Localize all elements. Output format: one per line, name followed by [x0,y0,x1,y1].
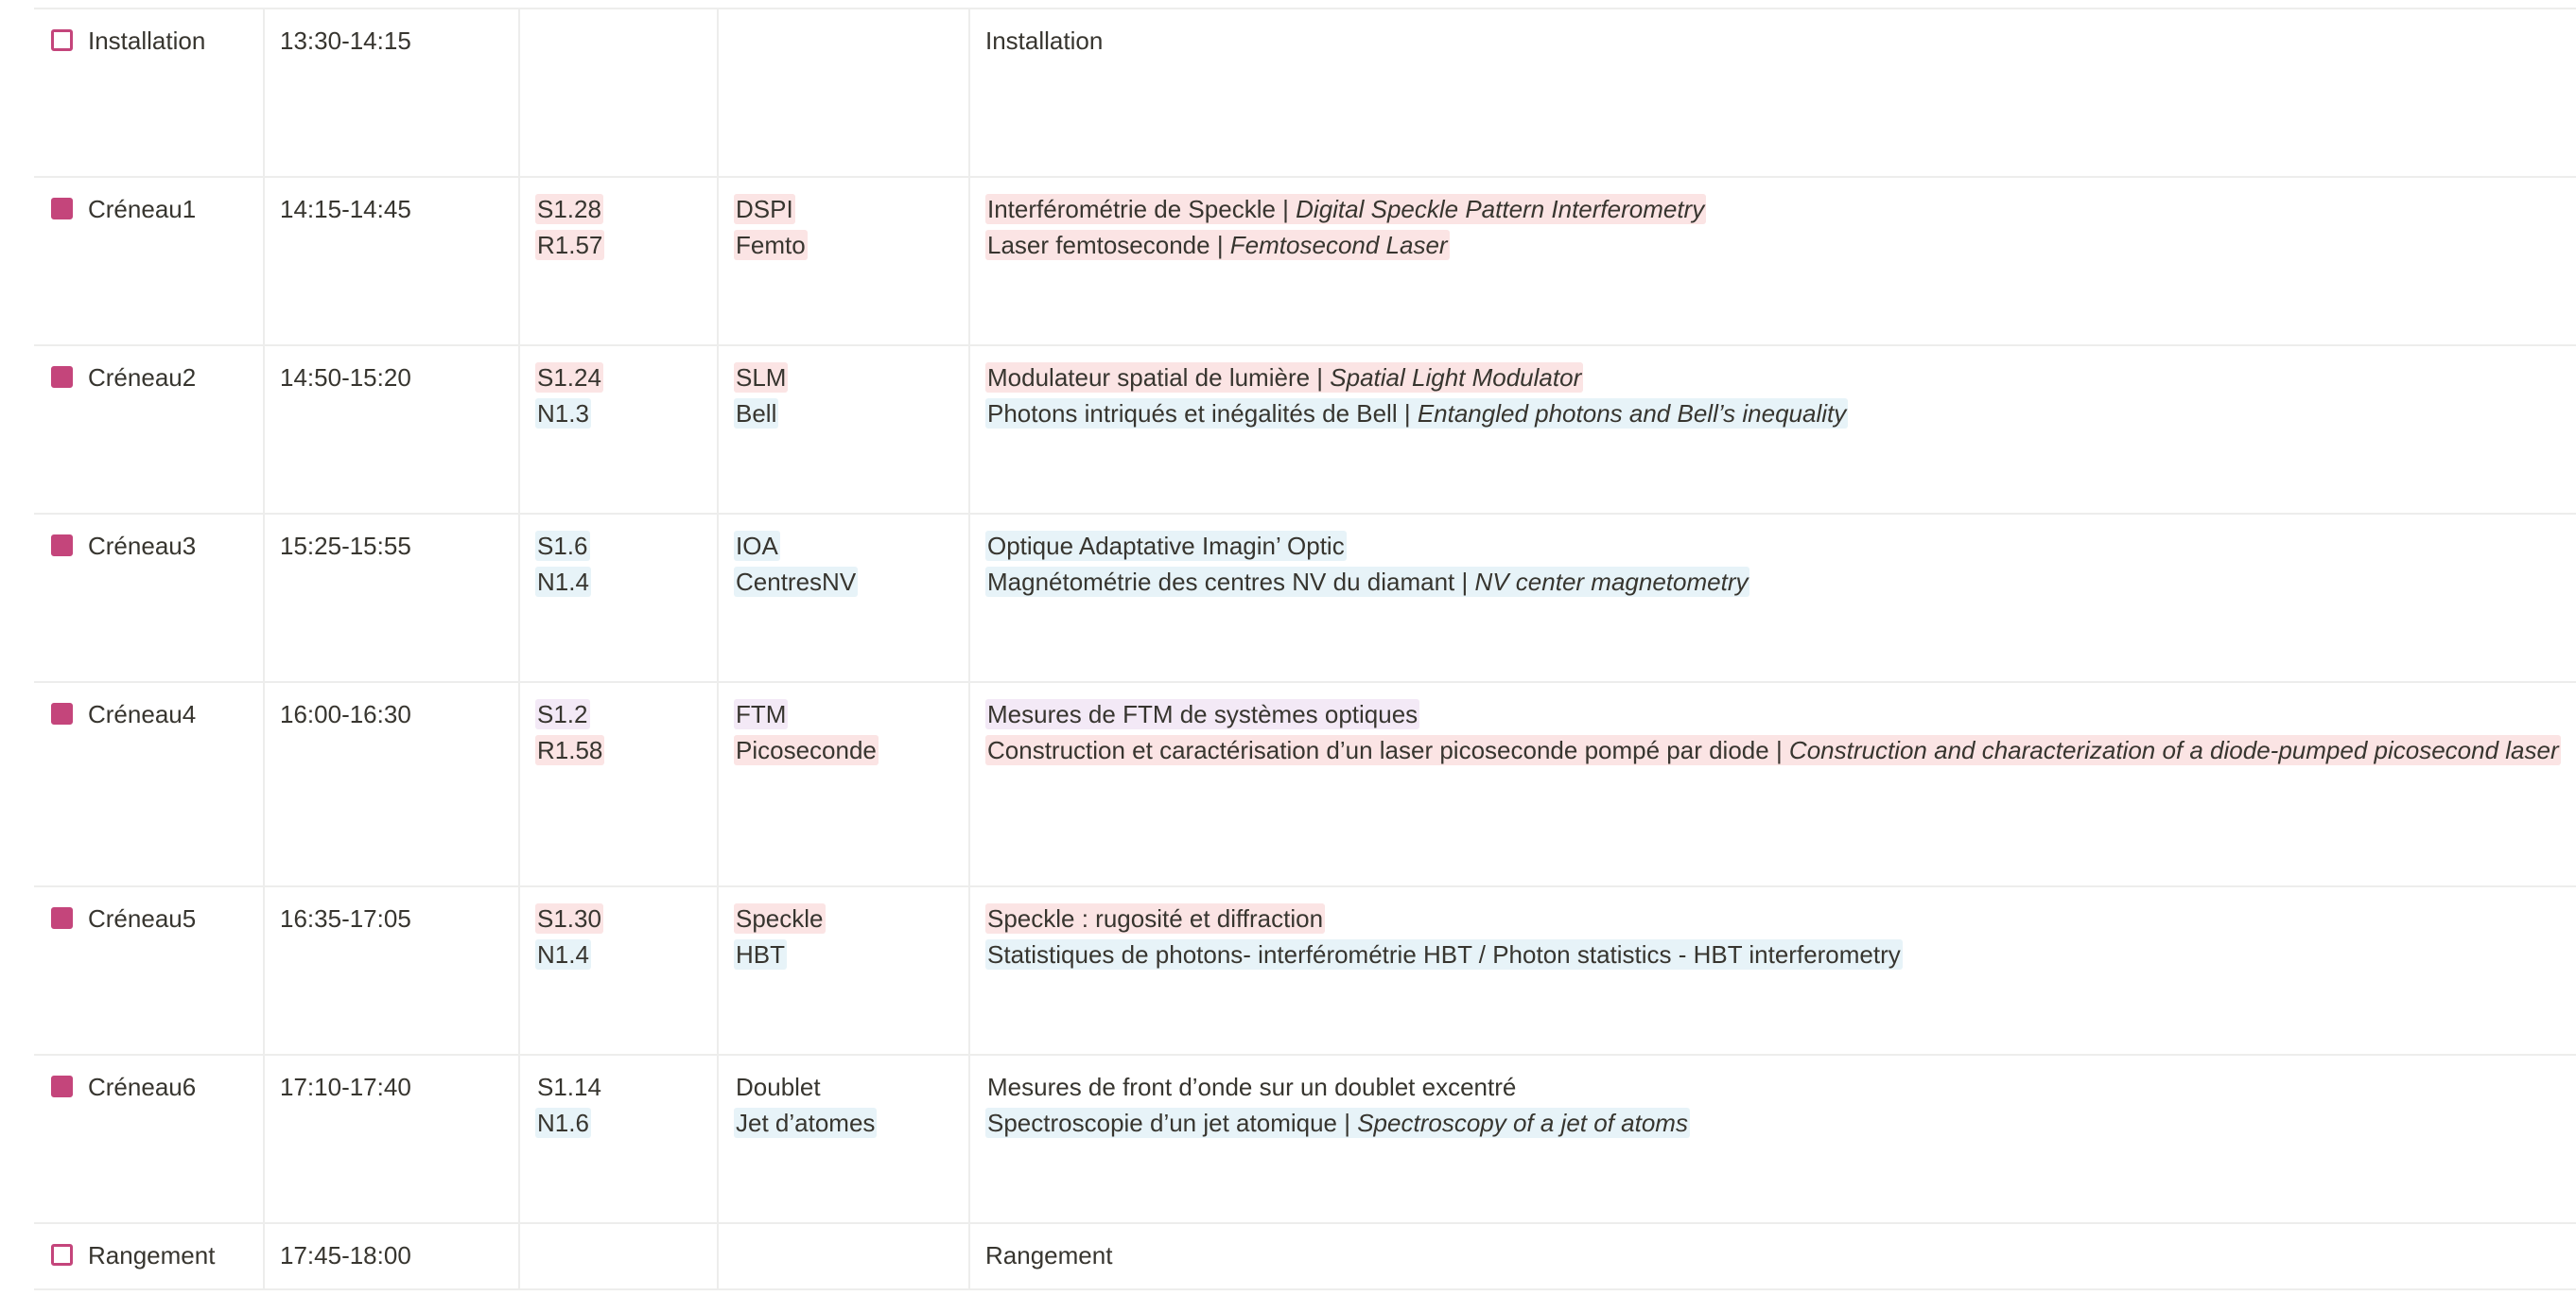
room-tag[interactable]: S1.14 [537,1073,601,1101]
description-line [985,359,2561,395]
room-line [535,901,702,937]
description-tag[interactable] [985,230,1450,260]
description-cell [970,1056,2576,1222]
description-cell [970,9,2576,176]
description-line [985,1069,2561,1105]
checkbox-icon[interactable] [51,29,73,51]
time-slot: 14:15-14:45 [280,195,411,223]
description-tag[interactable] [985,1108,1690,1138]
room-tag[interactable]: S1.30 [537,904,601,933]
description-cell [970,1224,2576,1288]
time-slot: 17:10-17:40 [280,1073,411,1101]
table-row[interactable] [34,515,2576,683]
code-tag[interactable]: Doublet [736,1073,821,1101]
description-en: Construction and characterization of a diode-pumped picosecond laser [1788,736,2559,764]
description-en: NV center magnetometry [1474,568,1749,596]
code-cell [719,346,970,513]
time-cell [265,1056,520,1222]
code-line [734,901,953,937]
description-cell [970,887,2576,1054]
description-fr: Interférométrie de Speckle [987,195,1276,223]
room-line [535,732,702,768]
code-line [734,359,953,395]
description-fr: Construction et caractérisation d’un laser picoseconde pompé par diode [987,736,1769,764]
row-name-cell [34,887,265,1054]
description-separator: | [1454,568,1475,596]
time-cell [265,346,520,513]
description-line [985,227,2561,263]
description-fr: Modulateur spatial de lumière [987,363,1311,392]
time-cell [265,178,520,344]
row-name-cell [34,346,265,513]
time-cell [265,887,520,1054]
room-tag[interactable]: N1.4 [537,940,589,969]
description-line [985,191,2561,227]
time-slot: 16:00-16:30 [280,700,411,728]
code-line [734,564,953,600]
code-line [734,395,953,431]
code-line [734,191,953,227]
room-line [535,1069,702,1105]
description-tag[interactable] [985,567,1749,597]
table-row[interactable] [34,1056,2576,1224]
code-line [734,937,953,972]
code-line [734,528,953,564]
row-name-cell [34,683,265,885]
room-line [535,937,702,972]
row-name[interactable]: Créneau3 [88,532,197,560]
room-cell [520,9,719,176]
room-tag[interactable]: S1.28 [537,195,601,223]
checkbox-icon[interactable] [51,1076,73,1097]
time-slot: 15:25-15:55 [280,532,411,560]
row-name[interactable]: Créneau2 [88,363,197,392]
description-tag[interactable] [985,735,2561,765]
code-line [734,732,953,768]
time-slot: 13:30-14:15 [280,26,411,55]
row-name-cell [34,1224,265,1288]
row-name-cell [34,515,265,681]
description-tag[interactable] [985,531,1347,561]
description-fr: Statistiques de photons- interférométrie HBT / Photon statistics - HBT interferometry [987,940,1901,969]
table-row[interactable] [34,346,2576,515]
description-fr: Photons intriqués et inégalités de Bell [987,399,1398,428]
description-line [985,1105,2561,1141]
table-row[interactable] [34,178,2576,346]
row-name[interactable]: Installation [88,26,206,55]
code-cell [719,178,970,344]
row-name[interactable]: Créneau5 [88,904,197,933]
code-cell [719,515,970,681]
room-cell [520,683,719,885]
room-tag[interactable]: R1.58 [537,736,603,764]
description-line [985,732,2561,768]
code-cell [719,1056,970,1222]
code-cell [719,1224,970,1288]
description-tag[interactable] [985,699,1419,729]
description-cell [970,346,2576,513]
row-name-cell [34,9,265,176]
description-separator: | [1210,231,1230,259]
table-row[interactable] [34,9,2576,178]
description-en: Entangled photons and Bell’s inequality [1417,399,1847,428]
description-tag[interactable] [985,1072,1518,1102]
room-cell [520,515,719,681]
checkbox-icon[interactable] [51,1244,73,1266]
description-en: Spectroscopy of a jet of atoms [1357,1109,1688,1137]
description-tag[interactable] [985,903,1325,934]
code-tag[interactable]: FTM [736,700,787,728]
code-cell [719,9,970,176]
description-tag[interactable] [985,939,1903,970]
time-cell [265,515,520,681]
time-cell [265,683,520,885]
description-cell [970,178,2576,344]
room-cell [520,887,719,1054]
time-slot: 16:35-17:05 [280,904,411,933]
description-fr: Spectroscopie d’un jet atomique [987,1109,1338,1137]
table-row[interactable] [34,683,2576,887]
code-tag[interactable]: Picoseconde [736,736,877,764]
room-tag[interactable]: S1.24 [537,363,601,392]
checkbox-icon[interactable] [51,366,73,388]
time-slot: 14:50-15:20 [280,363,411,392]
room-cell [520,178,719,344]
description-fr: Magnétométrie des centres NV du diamant [987,568,1455,596]
code-cell [719,887,970,1054]
description-separator: | [1310,363,1331,392]
description-separator: | [1397,399,1418,428]
row-name[interactable]: Créneau4 [88,700,197,728]
schedule-table [34,8,2576,1290]
row-name[interactable]: Créneau1 [88,195,197,223]
description-line [985,528,2561,564]
description-tag[interactable] [985,398,1848,429]
code-tag[interactable]: HBT [736,940,785,969]
description-line [985,937,2561,972]
room-line [535,227,702,263]
room-line [535,191,702,227]
code-tag[interactable]: CentresNV [736,568,857,596]
description-en: Digital Speckle Pattern Interferometry [1296,195,1705,223]
checkbox-icon[interactable] [51,703,73,725]
room-line [535,696,702,732]
description-cell [970,515,2576,681]
code-tag[interactable]: Femto [736,231,806,259]
description-cell [970,683,2576,885]
code-tag[interactable]: Bell [736,399,777,428]
time-cell [265,1224,520,1288]
code-line [734,696,953,732]
description-fr: Laser femtoseconde [987,231,1210,259]
code-tag[interactable]: SLM [736,363,787,392]
room-tag[interactable]: S1.2 [537,700,588,728]
code-tag[interactable]: Speckle [736,904,824,933]
room-line [535,528,702,564]
description-line [985,395,2561,431]
description-separator: | [1337,1109,1358,1137]
room-cell [520,1056,719,1222]
description-tag[interactable] [985,194,1706,224]
room-line [535,359,702,395]
row-name[interactable]: Rangement [88,1241,216,1270]
room-line [535,564,702,600]
code-tag[interactable]: DSPI [736,195,793,223]
description-line [985,564,2561,600]
row-name-cell [34,1056,265,1222]
description-fr: Speckle : rugosité et diffraction [987,904,1324,933]
row-name[interactable]: Créneau6 [88,1073,197,1101]
room-cell [520,346,719,513]
code-tag[interactable]: IOA [736,532,778,560]
description-fr: Mesures de front d’onde sur un doublet excentré [987,1073,1517,1101]
room-tag[interactable]: N1.6 [537,1109,589,1137]
description-separator: | [1768,736,1789,764]
description-tag[interactable] [985,362,1583,393]
room-tag[interactable]: N1.4 [537,568,589,596]
description-line [985,696,2561,732]
description-en: Femtosecond Laser [1229,231,1448,259]
code-line [734,1105,953,1141]
row-name-cell [34,178,265,344]
description-fr: Optique Adaptative Imagin’ Optic [987,532,1345,560]
description-separator: | [1275,195,1297,223]
room-line [535,1105,702,1141]
room-tag[interactable]: S1.6 [537,532,588,560]
description-en: Spatial Light Modulator [1330,363,1582,392]
code-cell [719,683,970,885]
description-fr: Mesures de FTM de systèmes optiques [987,700,1419,728]
code-line [734,227,953,263]
room-tag[interactable]: R1.57 [537,231,603,259]
table-row[interactable] [34,1224,2576,1290]
checkbox-icon[interactable] [51,198,73,219]
code-tag[interactable]: Jet d’atomes [736,1109,876,1137]
room-line [535,395,702,431]
description-text: Rangement [985,1241,1113,1270]
table-row[interactable] [34,887,2576,1056]
time-cell [265,9,520,176]
checkbox-icon[interactable] [51,907,73,929]
description-line [985,901,2561,937]
description-text: Installation [985,26,1104,55]
room-tag[interactable]: N1.3 [537,399,589,428]
code-line [734,1069,953,1105]
room-cell [520,1224,719,1288]
time-slot: 17:45-18:00 [280,1241,411,1270]
checkbox-icon[interactable] [51,534,73,556]
